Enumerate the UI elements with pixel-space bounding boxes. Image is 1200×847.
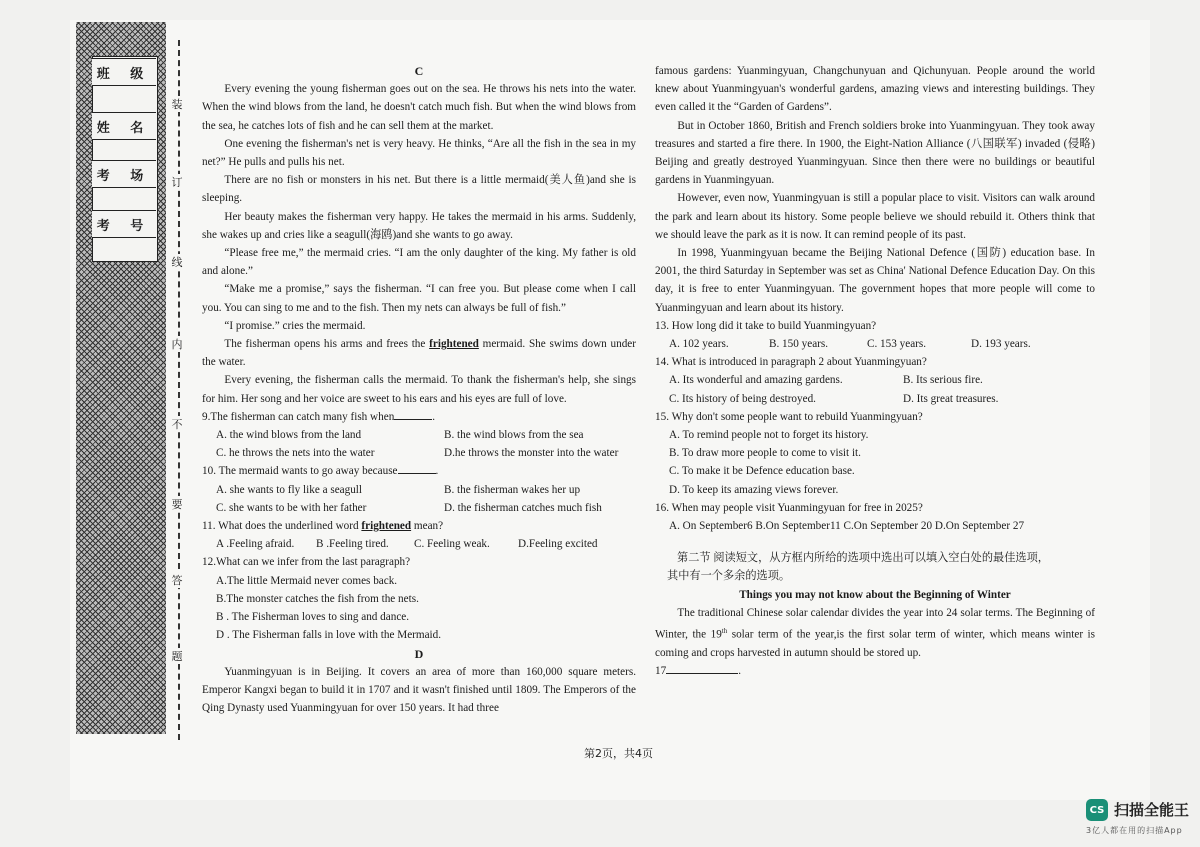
underlined-word: frightened <box>361 520 412 533</box>
option: D. Its great treasures. <box>903 392 999 405</box>
q14-options <box>655 371 1095 407</box>
camscanner-logo-icon: CS <box>1086 799 1108 821</box>
option: C. she wants to be with her father <box>216 501 367 514</box>
d-paragraph: But in October 1860, British and French soldiers broke into Yuanmingyuan. They took away treasures and started a fire there. In 1900, the Eight-Nation Alliance (八国联军) invaded (侵略) Beijing and greatly destroyed Yuanmingyuan. Since then there were no buildings or beautiful gardens in Yuanmingyuan. <box>655 119 1095 187</box>
question-9: 9.The fisherman can catch many fish when . <box>202 410 436 423</box>
q10-options <box>202 481 636 517</box>
c-paragraph: Every evening the young fisherman goes out on the sea. He throws his nets into the water. When the wind blows from the land, he doesn't catch much fish. But when the wind blows from the sea, he catches lots of fish and he can sell them at the market. <box>202 83 636 132</box>
option: D . The Fisherman falls in love with the Mermaid. <box>216 629 442 642</box>
answer-blank <box>666 673 738 674</box>
option: C. he throws the nets into the water <box>216 447 375 460</box>
q9-options <box>202 426 636 462</box>
option: C. To make it be Defence education base. <box>669 465 855 478</box>
section-d-heading: D <box>414 646 424 661</box>
underlined-word: frightened <box>429 338 479 351</box>
binding-char: 要 <box>166 496 188 512</box>
c-paragraph: “I promise.” cries the mermaid. <box>224 319 366 332</box>
option: D. 193 years. <box>971 338 1031 351</box>
question-16: 16. When may people visit Yuanmingyuan for free in 2025? <box>655 501 923 514</box>
question-10: 10. The mermaid wants to go away because . <box>202 465 439 478</box>
option: D.Feeling excited <box>518 538 598 551</box>
c-paragraph: There are no fish or monsters in his net. But there is a little mermaid(美人鱼)and she is sleeping. <box>202 174 636 205</box>
section-2-instructions: 第二节 阅读短文，从方框内所给的选项中选出可以填入空白处的最佳选项， <box>677 552 1049 565</box>
binding-char: 题 <box>166 648 188 664</box>
exam-number-field: 考 号 <box>92 210 156 238</box>
q13-options <box>655 335 1095 353</box>
binding-char: 答 <box>166 572 188 588</box>
d-paragraph: famous gardens: Yuanmingyuan, Changchunyuan and Qichunyuan. People around the world knew about Yuanmingyuan's wonderful gardens, amazing views and interesting buildings. They even called it the “Garden of Gardens”. <box>655 65 1095 114</box>
binding-char: 内 <box>166 336 188 352</box>
option: A .Feeling afraid. <box>216 538 295 551</box>
question-17: 17 . <box>655 665 741 678</box>
option: C. Feeling weak. <box>414 538 490 551</box>
question-13: 13. How long did it take to build Yuanmingyuan? <box>655 319 877 332</box>
passage-title: Things you may not know about the Beginning of Winter <box>739 588 1011 601</box>
option: D. To keep its amazing views forever. <box>669 483 839 496</box>
option: B .Feeling tired. <box>316 538 389 551</box>
d-paragraph: However, even now, Yuanmingyuan is still a popular place to visit. Visitors can walk around the park and learn about its history. Some people believe we should rebuild it. Others think that we should leave the park as it is now. It can remind people of its past. <box>655 192 1095 241</box>
option: C. Its history of being destroyed. <box>669 392 816 405</box>
c-paragraph: Her beauty makes the fisherman very happy. He takes the mermaid in his arms. Suddenly, she wakes up and cries like a seagull(海鸥)and she wants to go away. <box>202 210 636 241</box>
binding-dashed-line <box>178 40 180 740</box>
option: A. the wind blows from the land <box>216 429 362 442</box>
right-column <box>655 62 1095 680</box>
binding-char: 线 <box>166 254 188 270</box>
q16-options: A. On September6 B.On September11 C.On September 20 D.On September 27 <box>669 520 1025 533</box>
left-column <box>202 62 636 717</box>
scanner-watermark <box>1086 797 1196 841</box>
option: A. To remind people not to forget its history. <box>669 429 869 442</box>
q11-options <box>202 535 636 553</box>
watermark-subtitle: 3亿人都在用的扫描App <box>1086 826 1183 835</box>
class-field: 班 级 <box>92 58 156 86</box>
binding-char: 装 <box>166 96 188 112</box>
question-14: 14. What is introduced in paragraph 2 about Yuanmingyuan? <box>655 356 927 369</box>
watermark-name: 扫描全能王 <box>1114 801 1190 819</box>
name-field: 姓 名 <box>92 112 156 140</box>
question-12: 12.What can we infer from the last paragraph? <box>202 556 411 569</box>
d-paragraph: Yuanmingyuan is in Beijing. It covers an area of more than 160,000 square meters. Emperor Kangxi began to build it in 1707 and it wasn't finished until 1809. The Emperors of the Qing Dynasty used Yuanmingyuan for over 150 years. It had three <box>202 665 636 715</box>
section-2-instructions: 其中有一个多余的选项。 <box>667 570 791 583</box>
option: A. she wants to fly like a seagull <box>216 483 363 496</box>
option: B. Its serious fire. <box>903 374 983 387</box>
section-c-heading: C <box>414 64 424 78</box>
question-11: 11. What does the underlined word frightened mean? <box>202 520 444 533</box>
option: B. the wind blows from the sea <box>444 429 584 442</box>
c-paragraph: One evening the fisherman's net is very heavy. He thinks, “Are all the fish in the sea in my net?” He pulls and pulls his net. <box>202 137 636 169</box>
page-number: 第2页，共4页 <box>584 747 653 760</box>
option: D.he throws the monster into the water <box>444 447 619 460</box>
binding-char: 订 <box>166 174 188 190</box>
option: D. the fisherman catches much fish <box>444 501 602 514</box>
option: A.The little Mermaid never comes back. <box>216 574 398 587</box>
c-paragraph: The fisherman opens his arms and frees the frightened mermaid. She swims down under the water. <box>202 338 636 369</box>
option: B . The Fisherman loves to sing and dance. <box>216 611 410 624</box>
option: C. 153 years. <box>867 338 927 351</box>
option: B. 150 years. <box>769 338 829 351</box>
answer-blank <box>394 419 432 420</box>
c-paragraph: Every evening, the fisherman calls the mermaid. To thank the fisherman's help, she sings for him. Her song and her voice are sweet to his ears and his eyes are full of love. <box>202 374 636 405</box>
c-paragraph: “Please free me,” the mermaid cries. “I am the only daughter of the king. My father is old and alone.” <box>202 247 636 278</box>
answer-blank <box>398 473 436 474</box>
option: A. Its wonderful and amazing gardens. <box>669 374 843 387</box>
winter-paragraph: The traditional Chinese solar calendar divides the year into 24 solar terms. The Beginning of Winter, the 19th solar term of the year,is the first solar term of winter, which means winter is coming and crops harvested in autumn should be stored up. <box>655 606 1095 660</box>
d-paragraph: In 1998, Yuanmingyuan became the Beijing National Defence (国防) education base. In 2001, the third Saturday in September was set as China' National Defence Education Day. On this day, it is free to enter Yuanmingyuan. The government hopes that more people will come to Yuanmingyuan and learn about its history. <box>655 247 1095 314</box>
option: B. To draw more people to come to visit it. <box>669 447 861 460</box>
option: A. 102 years. <box>669 338 729 351</box>
binding-char: 不 <box>166 416 188 432</box>
c-paragraph: “Make me a promise,” says the fisherman. “I can free you. But please come when I call you. You can sing to me and to the fish. Then my nets can always be full of fish.” <box>202 283 636 314</box>
exam-room-field: 考 场 <box>92 160 156 188</box>
option: B.The monster catches the fish from the nets. <box>216 592 419 605</box>
question-15: 15. Why don't some people want to rebuild Yuanmingyuan? <box>655 410 923 423</box>
option: B. the fisherman wakes her up <box>444 483 581 496</box>
